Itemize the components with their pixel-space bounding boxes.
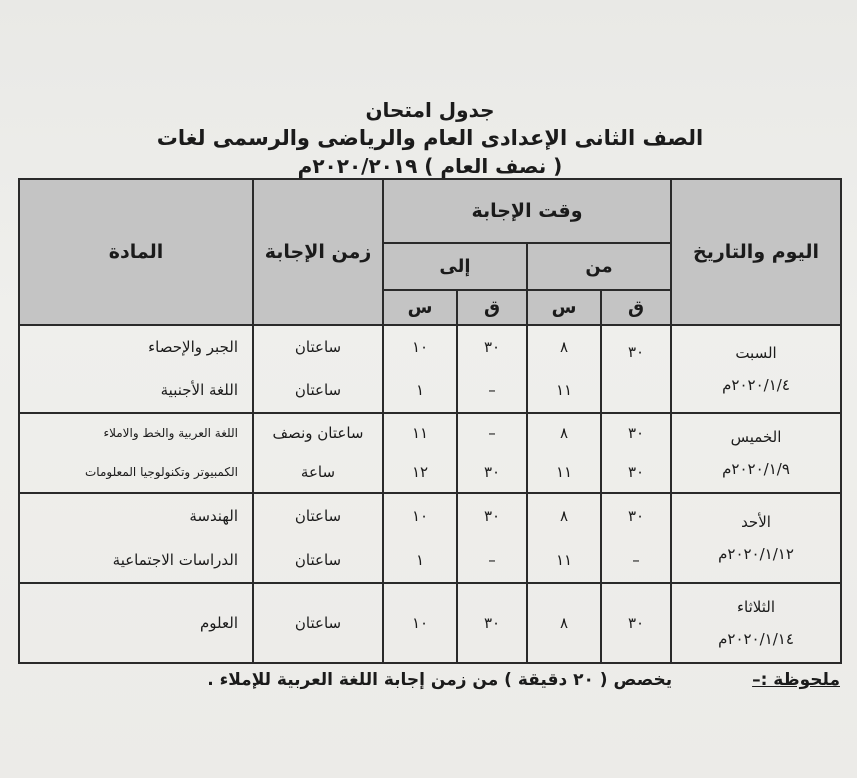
header-from-hour: س — [527, 290, 601, 325]
day-name: الثلاثاء — [736, 597, 775, 616]
value: ١١ — [555, 550, 573, 569]
value: ٣٠ — [483, 506, 501, 525]
value: ٣٠ — [483, 338, 501, 357]
header-duration: زمن الإجابة — [253, 179, 383, 325]
to-minute-cell — [457, 413, 527, 493]
header-from: من — [527, 243, 671, 290]
duration-cell — [253, 493, 383, 583]
table-row — [19, 493, 841, 583]
value: ١٠ — [411, 506, 429, 525]
from-minute-cell — [601, 325, 671, 413]
header-answer-time: وقت الإجابة — [383, 179, 671, 243]
header-to: إلى — [383, 243, 527, 290]
from-hour-cell — [527, 493, 601, 583]
header-day-date: اليوم والتاريخ — [671, 179, 841, 325]
value: ساعتان — [294, 338, 342, 357]
to-minute-cell — [457, 493, 527, 583]
from-hour-cell: ٨ — [527, 583, 601, 663]
subject: الكمبيوتر وتكنولوجيا المعلومات — [85, 465, 238, 480]
title-block — [140, 96, 720, 180]
from-minute-cell — [601, 493, 671, 583]
value: – — [488, 550, 496, 569]
value: ٣٠ — [627, 463, 645, 482]
value: ٣٠ — [483, 463, 501, 482]
title-line-3: ( نصف العام ) ٢٠٢٠/٢٠١٩م — [297, 154, 563, 178]
value: ١١ — [411, 424, 429, 443]
value: ١ — [415, 381, 425, 400]
note-label: ملحوظة :– — [752, 670, 840, 690]
subject: الجبر والإحصاء — [148, 338, 238, 357]
subject-cell — [19, 325, 253, 413]
to-hour-cell: ١٠ — [383, 583, 457, 663]
subject: اللغة الأجنبية — [160, 381, 238, 400]
subject: الهندسة — [189, 506, 238, 525]
duration-cell — [253, 413, 383, 493]
to-minute-cell: ٣٠ — [457, 583, 527, 663]
day-name: السبت — [735, 343, 777, 362]
exam-schedule-table — [18, 178, 842, 664]
date: ٢٠٢٠/١/١٤م — [718, 629, 794, 648]
day-date-cell — [671, 413, 841, 493]
value: ساعتان — [294, 506, 342, 525]
value: ساعة — [300, 463, 336, 482]
header-subject: المادة — [19, 179, 253, 325]
title-line-1: جدول امتحان — [365, 98, 495, 122]
duration-cell: ساعتان — [253, 583, 383, 663]
day-date-cell — [671, 493, 841, 583]
value: ٨ — [559, 338, 569, 357]
table-row — [19, 413, 841, 493]
date: ٢٠٢٠/١/١٢م — [718, 544, 794, 563]
day-name: الخميس — [730, 427, 782, 446]
from-minute-cell — [601, 413, 671, 493]
subject: الدراسات الاجتماعية — [112, 550, 238, 569]
header-to-hour: س — [383, 290, 457, 325]
value: ٣٠ — [627, 506, 645, 525]
day-date-cell — [671, 325, 841, 413]
date: ٢٠٢٠/١/٩م — [722, 459, 790, 478]
from-hour-cell — [527, 325, 601, 413]
value: – — [488, 381, 496, 400]
subject-cell — [19, 413, 253, 493]
footnote — [80, 670, 840, 690]
header-from-minute: ق — [601, 290, 671, 325]
value: ١٠ — [411, 338, 429, 357]
subject: اللغة العربية والخط والاملاء — [103, 426, 238, 441]
title-line-2: الصف الثانى الإعدادى العام والرياضى والرسمى لغات — [156, 126, 704, 150]
note-text: يخصص ( ٢٠ دقيقة ) من زمن إجابة اللغة العربية للإملاء . — [207, 670, 673, 690]
to-hour-cell — [383, 413, 457, 493]
value: ١١ — [555, 463, 573, 482]
table-row — [19, 325, 841, 413]
value: – — [488, 424, 496, 443]
value: ساعتان ونصف — [272, 424, 364, 443]
subject-cell — [19, 493, 253, 583]
value: ١١ — [555, 381, 573, 400]
value: ساعتان — [294, 381, 342, 400]
value: ٨ — [559, 424, 569, 443]
table-row — [19, 583, 841, 663]
from-hour-cell — [527, 413, 601, 493]
to-hour-cell — [383, 325, 457, 413]
subject-cell: العلوم — [19, 583, 253, 663]
value: ساعتان — [294, 550, 342, 569]
day-name: الأحد — [741, 512, 771, 531]
to-minute-cell — [457, 325, 527, 413]
value: ٣٠ — [627, 342, 645, 361]
value: ٨ — [559, 506, 569, 525]
value: ٣٠ — [627, 424, 645, 443]
header-row-1 — [19, 179, 841, 243]
from-minute-cell: ٣٠ — [601, 583, 671, 663]
day-date-cell — [671, 583, 841, 663]
value: – — [632, 550, 640, 569]
to-hour-cell — [383, 493, 457, 583]
date: ٢٠٢٠/١/٤م — [722, 375, 790, 394]
duration-cell — [253, 325, 383, 413]
header-to-minute: ق — [457, 290, 527, 325]
value: ١ — [415, 550, 425, 569]
value: ١٢ — [411, 463, 429, 482]
